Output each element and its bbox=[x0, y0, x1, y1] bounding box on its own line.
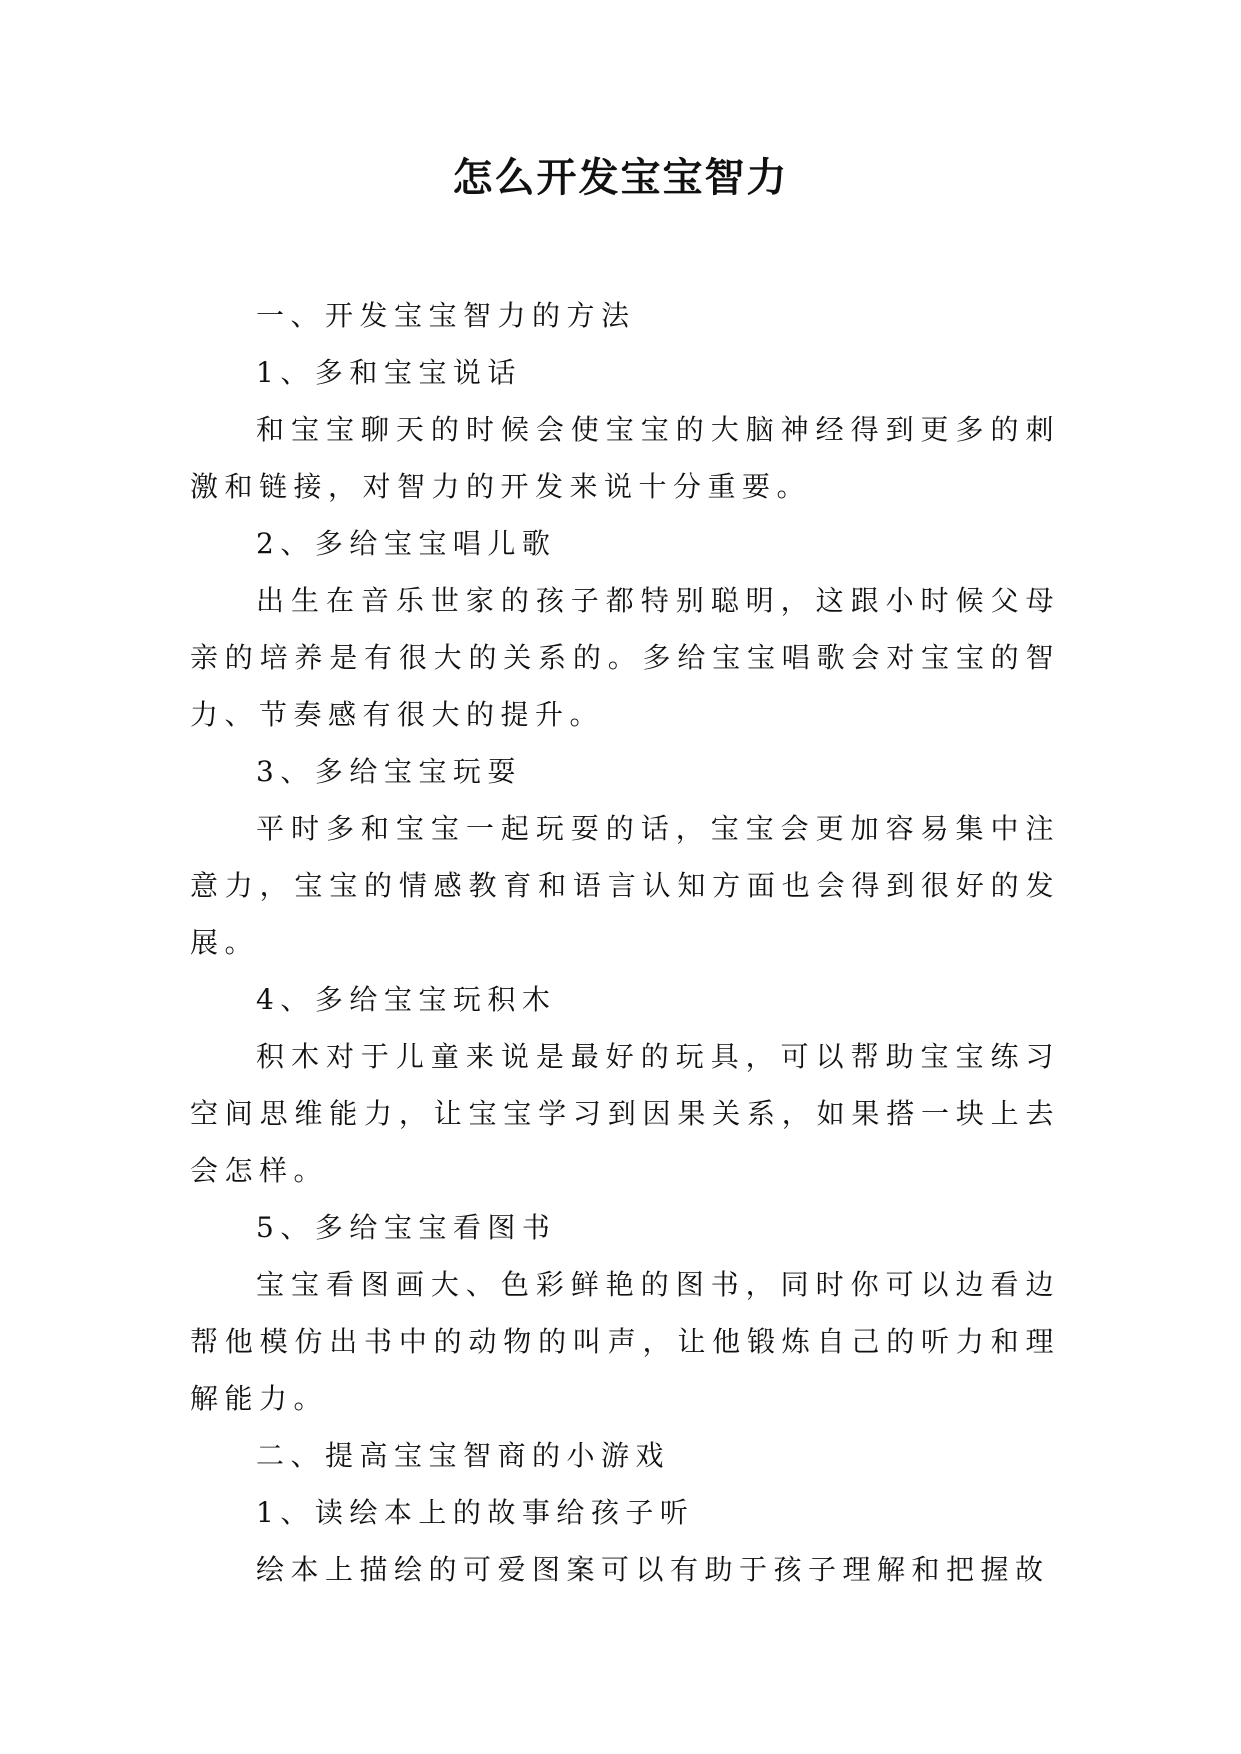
body-paragraph: 积木对于儿童来说是最好的玩具，可以帮助宝宝练习空间思维能力，让宝宝学习到因果关系，如果搭一块上去会怎样。 bbox=[190, 1040, 1060, 1187]
section-heading: 二、提高宝宝智商的小游戏 bbox=[256, 1439, 671, 1472]
item-heading: 2、多给宝宝唱儿歌 bbox=[256, 527, 557, 560]
body-paragraph: 宝宝看图画大、色彩鲜艳的图书，同时你可以边看边帮他模仿出书中的动物的叫声，让他锻炼自己的听力和理解能力。 bbox=[190, 1268, 1060, 1415]
section-heading: 一、开发宝宝智力的方法 bbox=[256, 299, 636, 332]
item-heading: 1、读绘本上的故事给孩子听 bbox=[256, 1496, 695, 1529]
body-paragraph: 出生在音乐世家的孩子都特别聪明，这跟小时候父母亲的培养是有很大的关系的。多给宝宝唱歌会对宝宝的智力、节奏感有很大的提升。 bbox=[190, 584, 1060, 731]
item-heading: 5、多给宝宝看图书 bbox=[256, 1211, 557, 1244]
item-heading: 3、多给宝宝玩耍 bbox=[256, 755, 522, 788]
item-heading: 4、多给宝宝玩积木 bbox=[256, 983, 557, 1016]
document-title: 怎么开发宝宝智力 bbox=[452, 155, 789, 201]
item-heading: 1、多和宝宝说话 bbox=[256, 356, 522, 389]
document-body bbox=[190, 287, 1060, 1598]
body-paragraph: 绘本上描绘的可爱图案可以有助于孩子理解和把握故 bbox=[256, 1553, 1050, 1586]
body-paragraph: 平时多和宝宝一起玩耍的话，宝宝会更加容易集中注意力，宝宝的情感教育和语言认知方面也会得到很好的发展。 bbox=[190, 812, 1060, 959]
body-paragraph: 和宝宝聊天的时候会使宝宝的大脑神经得到更多的刺激和链接，对智力的开发来说十分重要。 bbox=[190, 413, 1060, 503]
